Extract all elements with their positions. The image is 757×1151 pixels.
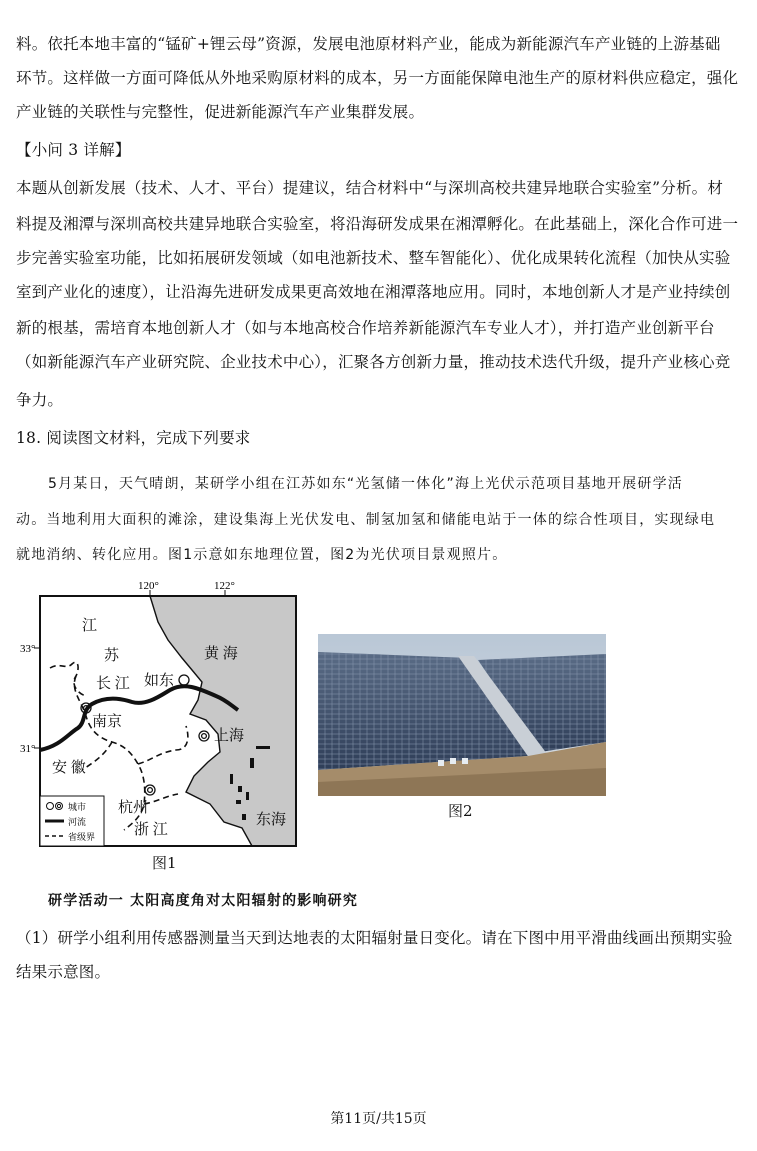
label-donghai: 东海 (256, 812, 287, 828)
lat-label-33: 33° (20, 643, 36, 655)
figure1-caption: 图1 (152, 854, 177, 872)
section-heading: 【小问 3 详解】 (16, 141, 131, 159)
legend-boundary: 省级界 (68, 832, 96, 842)
paragraph-line: 步完善实验室功能，比如拓展研发领域（如电池新技术、整车智能化）、优化成果转化流程（加快从实验 (16, 249, 731, 267)
page-footer: 第11页/共15页 (330, 1111, 427, 1127)
material-line: 就地消纳、转化应用。图1示意如东地理位置，图2为光伏项目景观照片。 (16, 547, 508, 563)
city-markers (81, 675, 209, 795)
paragraph-line: 争力。 (16, 391, 64, 409)
material-line: 5月某日，天气晴朗，某研学小组在江苏如东“光氢储一体化”海上光伏示范项目基地开展研学活 (48, 476, 684, 492)
paragraph-line: 新的根基，需培育本地创新人才（如与本地高校合作培养新能源汽车专业人才），并打造产业创新平台 (16, 319, 715, 337)
label-shanghai: 上海 (214, 728, 245, 744)
lon-label-120: 120° (138, 580, 159, 592)
paragraph-line: 料。依托本地丰富的“锰矿+锂云母”资源，发展电池原材料产业，能成为新能源汽车产业链的上游基础 (16, 35, 721, 53)
figure2-caption: 图2 (448, 802, 473, 820)
label-zhejiang: 浙 江 (134, 822, 168, 838)
label-rudong: 如东 (144, 673, 175, 689)
map-legend (40, 796, 104, 846)
label-su: 苏 (104, 648, 120, 664)
paragraph-line: 室到产业化的速度），让沿海先进研发成果更高效地在湘潭落地应用。同时，本地创新人才是产业持续创 (16, 283, 731, 301)
lon-label-122: 122° (214, 580, 235, 592)
material-line: 动。当地利用大面积的滩涂，建设集海上光伏发电、制氢加氢和储能电站于一体的综合性项目，实现绿电 (16, 512, 716, 528)
label-changjiang: 长 江 (96, 676, 130, 692)
question-line: 结果示意图。 (16, 963, 111, 981)
label-jiang: 江 (82, 618, 98, 634)
legend-river: 河流 (68, 817, 87, 827)
paragraph-line: （如新能源汽车产业研究院、企业技术中心），汇聚各方创新力量，推动技术迭代升级，提升产业核心竞 (16, 353, 731, 371)
lat-label-31: 31° (20, 743, 36, 755)
label-hangzhou: 杭州 (118, 800, 149, 816)
sea-area (150, 596, 296, 846)
figure1-map (20, 578, 310, 873)
label-huanghai: 黄 海 (204, 646, 238, 662)
question-line: （1）研学小组利用传感器测量当天到达地表的太阳辐射量日变化。请在下图中用平滑曲线画出预期实验 (16, 929, 733, 947)
label-nanjing: 南京 (92, 714, 123, 730)
label-anhui: 安 徽 (52, 760, 86, 776)
question-title: 18. 阅读图文材料，完成下列要求 (16, 429, 251, 447)
paragraph-line: 料提及湘潭与深圳高校共建异地联合实验室，将沿海研发成果在湘潭孵化。在此基础上，深化合作可进一 (16, 215, 739, 233)
legend-city: 城市 (68, 802, 87, 812)
figure2-photo (318, 634, 606, 796)
paragraph-line: 本题从创新发展（技术、人才、平台）提建议，结合材料中“与深圳高校共建异地联合实验室”分析。材 (16, 179, 724, 197)
paragraph-line: 产业链的关联性与完整性，促进新能源汽车产业集群发展。 (16, 103, 425, 121)
activity-title: 研学活动一 太阳高度角对太阳辐射的影响研究 (48, 893, 359, 909)
paragraph-line: 环节。这样做一方面可降低从外地采购原材料的成本，另一方面能保障电池生产的原材料供应稳定，强化 (16, 69, 739, 87)
